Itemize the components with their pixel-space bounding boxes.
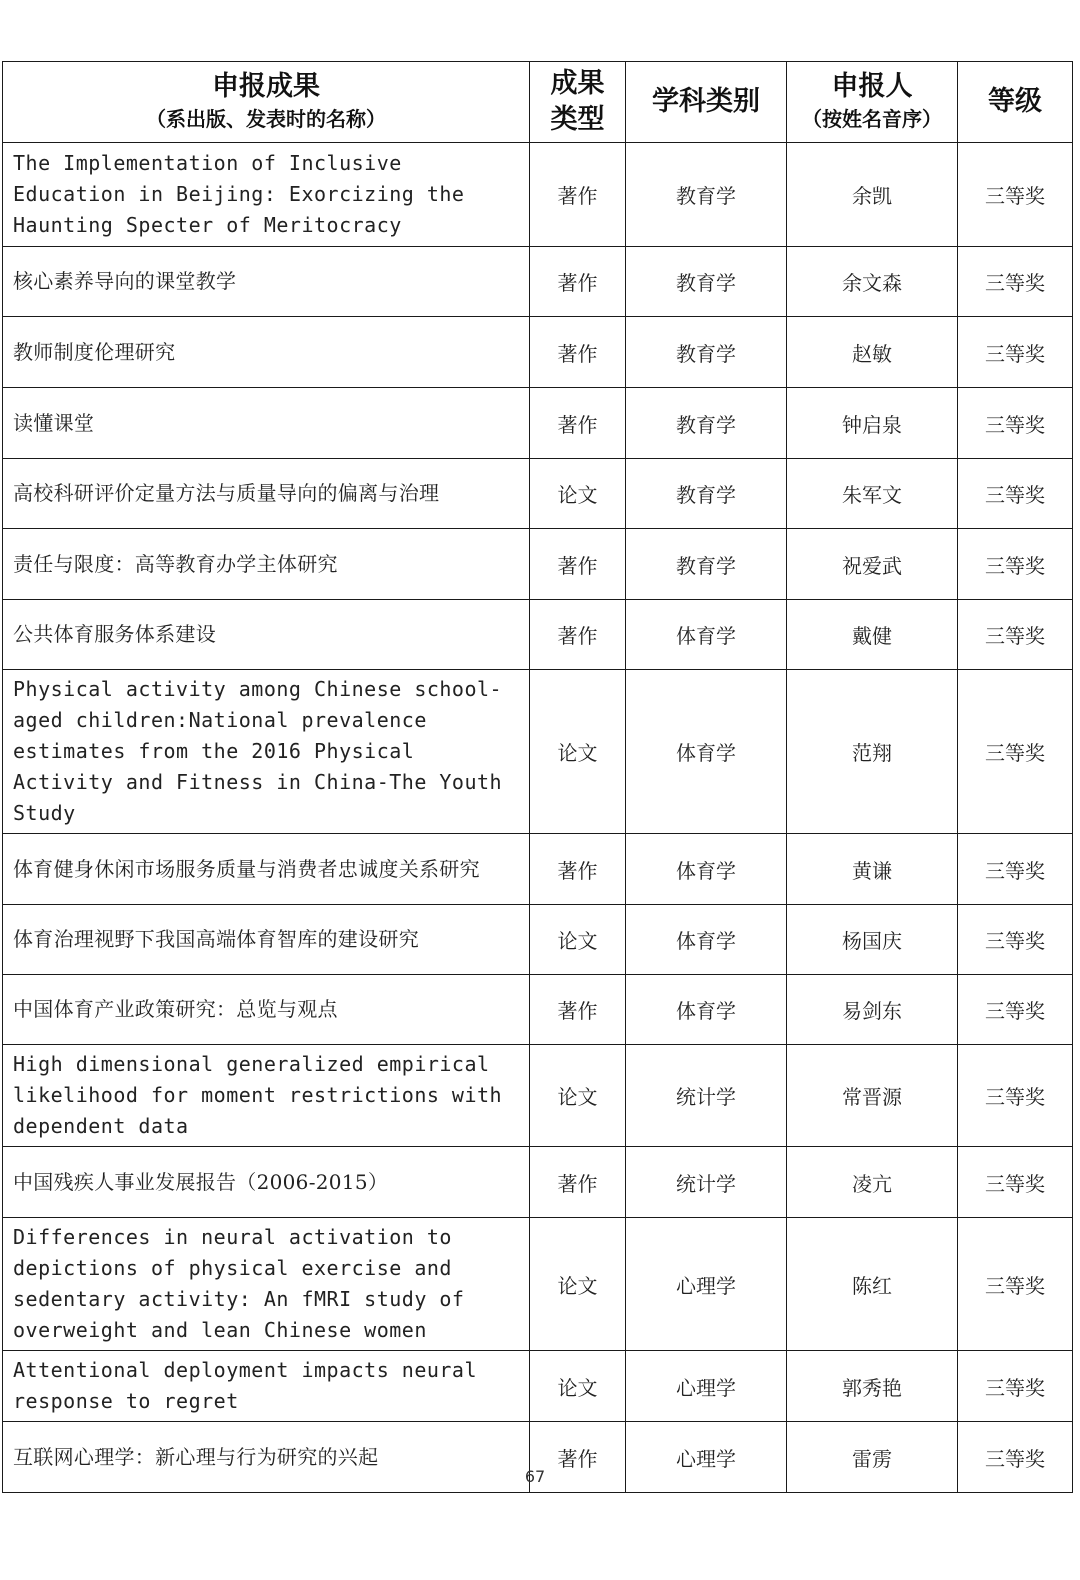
row-type: 论文	[530, 1218, 626, 1351]
table-row	[3, 317, 1073, 388]
row-applicant: 郭秀艳	[787, 1351, 958, 1422]
header-level-label: 等级	[988, 86, 1042, 117]
row-level: 三等奖	[958, 1351, 1073, 1422]
row-applicant: 黄谦	[787, 834, 958, 905]
table-row	[3, 388, 1073, 459]
row-title: 体育健身休闲市场服务质量与消费者忠诚度关系研究	[3, 834, 530, 905]
row-discipline: 体育学	[626, 670, 787, 834]
header-applicant-main: 申报人	[831, 71, 913, 102]
row-level: 三等奖	[958, 600, 1073, 670]
table-row	[3, 1351, 1073, 1422]
row-level: 三等奖	[958, 317, 1073, 388]
header-level	[958, 62, 1073, 143]
row-title: 责任与限度：高等教育办学主体研究	[3, 529, 530, 600]
row-level: 三等奖	[958, 905, 1073, 975]
row-title: 中国体育产业政策研究：总览与观点	[3, 975, 530, 1045]
row-type: 论文	[530, 905, 626, 975]
row-type: 著作	[530, 834, 626, 905]
row-discipline: 心理学	[626, 1218, 787, 1351]
row-level: 三等奖	[958, 834, 1073, 905]
table-row	[3, 247, 1073, 317]
page-number: 67	[524, 1467, 546, 1486]
row-applicant: 范翔	[787, 670, 958, 834]
row-type: 著作	[530, 1422, 626, 1493]
row-title: High dimensional generalized empirical likelihood for moment restrictions with dependent data	[3, 1045, 530, 1147]
row-title: 高校科研评价定量方法与质量导向的偏离与治理	[3, 459, 530, 529]
table-row	[3, 905, 1073, 975]
row-applicant: 钟启泉	[787, 388, 958, 459]
row-type: 著作	[530, 1147, 626, 1218]
row-level: 三等奖	[958, 1045, 1073, 1147]
table-row	[3, 670, 1073, 834]
row-title: 读懂课堂	[3, 388, 530, 459]
row-level: 三等奖	[958, 975, 1073, 1045]
row-title: 体育治理视野下我国高端体育智库的建设研究	[3, 905, 530, 975]
row-applicant: 易剑东	[787, 975, 958, 1045]
table-row	[3, 529, 1073, 600]
table-row	[3, 834, 1073, 905]
header-applicant-sub: （按姓名音序）	[802, 107, 942, 131]
row-discipline: 教育学	[626, 459, 787, 529]
row-applicant: 常晋源	[787, 1045, 958, 1147]
row-type: 著作	[530, 600, 626, 670]
row-discipline: 体育学	[626, 975, 787, 1045]
row-type: 著作	[530, 317, 626, 388]
row-title: 互联网心理学：新心理与行为研究的兴起	[3, 1422, 530, 1493]
row-type: 著作	[530, 247, 626, 317]
row-level: 三等奖	[958, 247, 1073, 317]
row-type: 著作	[530, 143, 626, 247]
row-applicant: 凌亢	[787, 1147, 958, 1218]
row-applicant: 朱军文	[787, 459, 958, 529]
row-discipline: 教育学	[626, 317, 787, 388]
row-type: 论文	[530, 1351, 626, 1422]
row-level: 三等奖	[958, 459, 1073, 529]
header-type	[530, 62, 626, 143]
header-applicant	[787, 62, 958, 143]
table-row	[3, 1218, 1073, 1351]
row-type: 著作	[530, 975, 626, 1045]
row-applicant: 余凯	[787, 143, 958, 247]
row-applicant: 雷雳	[787, 1422, 958, 1493]
header-type-label: 成果类型	[550, 68, 605, 135]
row-title: 中国残疾人事业发展报告（2006-2015）	[3, 1147, 530, 1218]
row-applicant: 戴健	[787, 600, 958, 670]
row-type: 论文	[530, 1045, 626, 1147]
table-header-row	[3, 62, 1073, 143]
table-row	[3, 600, 1073, 670]
row-discipline: 教育学	[626, 247, 787, 317]
row-discipline: 体育学	[626, 905, 787, 975]
row-level: 三等奖	[958, 1147, 1073, 1218]
row-discipline: 统计学	[626, 1147, 787, 1218]
table-row	[3, 143, 1073, 247]
row-discipline: 体育学	[626, 600, 787, 670]
header-title	[3, 62, 530, 143]
row-applicant: 陈红	[787, 1218, 958, 1351]
row-title: 公共体育服务体系建设	[3, 600, 530, 670]
row-type: 著作	[530, 388, 626, 459]
row-level: 三等奖	[958, 143, 1073, 247]
row-title: 教师制度伦理研究	[3, 317, 530, 388]
row-level: 三等奖	[958, 1218, 1073, 1351]
row-level: 三等奖	[958, 529, 1073, 600]
header-discipline-label: 学科类别	[652, 86, 760, 117]
row-discipline: 心理学	[626, 1351, 787, 1422]
row-title: Differences in neural activation to depictions of physical exercise and sedentary activity: An fMRI study of overweight and lean Chinese women	[3, 1218, 530, 1351]
row-discipline: 教育学	[626, 143, 787, 247]
table-row	[3, 975, 1073, 1045]
header-discipline	[626, 62, 787, 143]
table-row	[3, 459, 1073, 529]
row-type: 论文	[530, 459, 626, 529]
row-level: 三等奖	[958, 388, 1073, 459]
row-discipline: 心理学	[626, 1422, 787, 1493]
table-row	[3, 1147, 1073, 1218]
row-discipline: 教育学	[626, 529, 787, 600]
row-applicant: 余文森	[787, 247, 958, 317]
row-title: Attentional deployment impacts neural response to regret	[3, 1351, 530, 1422]
row-type: 论文	[530, 670, 626, 834]
row-discipline: 统计学	[626, 1045, 787, 1147]
row-discipline: 教育学	[626, 388, 787, 459]
awards-table	[2, 61, 1073, 1493]
row-title: Physical activity among Chinese school-aged children:National prevalence estimates from the 2016 Physical Activity and Fitness in China-The Youth Study	[3, 670, 530, 834]
row-level: 三等奖	[958, 670, 1073, 834]
row-level: 三等奖	[958, 1422, 1073, 1493]
row-type: 著作	[530, 529, 626, 600]
row-title: 核心素养导向的课堂教学	[3, 247, 530, 317]
row-applicant: 赵敏	[787, 317, 958, 388]
header-title-sub: （系出版、发表时的名称）	[146, 107, 386, 131]
table-row	[3, 1045, 1073, 1147]
row-title: The Implementation of Inclusive Education in Beijing: Exorcizing the Haunting Specter of Meritocracy	[3, 143, 530, 247]
row-applicant: 杨国庆	[787, 905, 958, 975]
header-title-main: 申报成果	[212, 71, 320, 102]
row-applicant: 祝爱武	[787, 529, 958, 600]
row-discipline: 体育学	[626, 834, 787, 905]
